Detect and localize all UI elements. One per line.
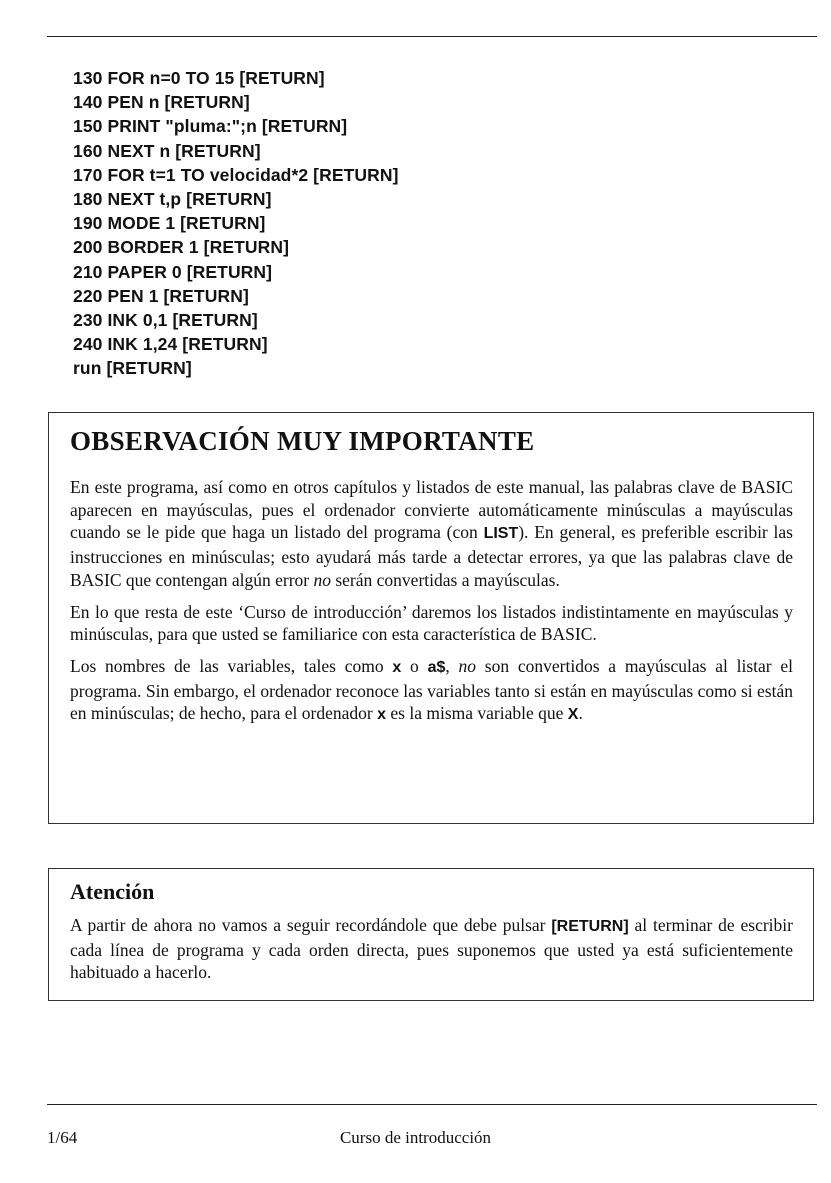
text-span: o xyxy=(401,655,428,676)
note-paragraph-2: En lo que resta de este ‘Curso de introducción’ daremos los listados indistintamente en mayúsculas y minúsculas, para que usted se familiarice con esta característica de BASIC. xyxy=(70,601,793,645)
text-span: , xyxy=(445,655,459,676)
variable-upper-x: X xyxy=(567,706,579,724)
text-span: A partir de ahora no vamos a seguir recordándole que debe pulsar xyxy=(70,915,552,935)
emphasis: no xyxy=(458,655,477,676)
bottom-rule xyxy=(47,1104,817,1105)
note-paragraph-1 xyxy=(70,476,793,592)
keyword-return: [RETURN] xyxy=(551,918,629,935)
variable-a-dollar: a$ xyxy=(427,658,446,676)
code-line: run [RETURN] xyxy=(73,358,192,379)
emphasis: no xyxy=(313,569,331,590)
keyword-list: LIST xyxy=(483,525,519,543)
text-span: serán convertidas a mayúsculas. xyxy=(330,569,560,590)
variable-x: x xyxy=(377,706,387,724)
code-line: 180 NEXT t,p [RETURN] xyxy=(73,189,272,210)
text-span: al terminar de escribir cada línea de programa y cada orden directa, pues suponemos que usted ya está suficientemente habituado a hacerlo. xyxy=(70,915,793,983)
code-line: 130 FOR n=0 TO 15 [RETURN] xyxy=(73,68,325,88)
code-line: 150 PRINT "pluma:";n [RETURN] xyxy=(73,116,348,137)
attention-box xyxy=(48,868,814,1001)
attention-paragraph xyxy=(70,914,793,984)
text-span: En este programa, así como en otros capítulos y listados de este manual, las palabras clave de BASIC aparecen en mayúsculas, pues el ordenador convierte automáticamente minúsculas a mayúsculas cuando se le pide que haga un listado del programa (con xyxy=(70,477,793,543)
attention-title: Atención xyxy=(70,879,155,904)
code-line: 140 PEN n [RETURN] xyxy=(73,92,250,113)
code-line: 200 BORDER 1 [RETURN] xyxy=(73,237,290,258)
text-span: ). En general, es preferible escribir las instrucciones en minúsculas; esto ayudará más tarde a detectar errores, ya que las palabras clave de BASIC que contengan algún error xyxy=(70,522,793,590)
code-line: 190 MODE 1 [RETURN] xyxy=(73,213,266,234)
code-listing xyxy=(73,66,399,381)
footer-section-title: Curso de introducción xyxy=(339,1128,492,1147)
text-span: . xyxy=(578,703,583,724)
code-line: 210 PAPER 0 [RETURN] xyxy=(73,261,273,282)
footer-page-number: 1/64 xyxy=(47,1128,78,1147)
note-paragraph-3 xyxy=(70,655,793,727)
code-line: 230 INK 0,1 [RETURN] xyxy=(73,310,258,331)
text-span: es la misma variable que xyxy=(386,703,568,724)
variable-x: x xyxy=(392,658,402,676)
note-title: OBSERVACIÓN MUY IMPORTANTE xyxy=(70,426,535,456)
text-span: Los nombres de las variables, tales como xyxy=(70,655,393,676)
important-note-box xyxy=(48,412,814,824)
code-line: 240 INK 1,24 [RETURN] xyxy=(73,334,268,355)
top-rule xyxy=(47,36,817,37)
code-line: 160 NEXT n [RETURN] xyxy=(73,140,261,161)
text-span: son convertidos a mayúsculas al listar el programa. Sin embargo, el ordenador reconoce las variables tanto si están en mayúsculas como si están en minúsculas; de hecho, para el ordenador xyxy=(70,655,794,724)
code-line: 170 FOR t=1 TO velocidad*2 [RETURN] xyxy=(73,164,399,185)
code-line: 220 PEN 1 [RETURN] xyxy=(73,285,249,306)
